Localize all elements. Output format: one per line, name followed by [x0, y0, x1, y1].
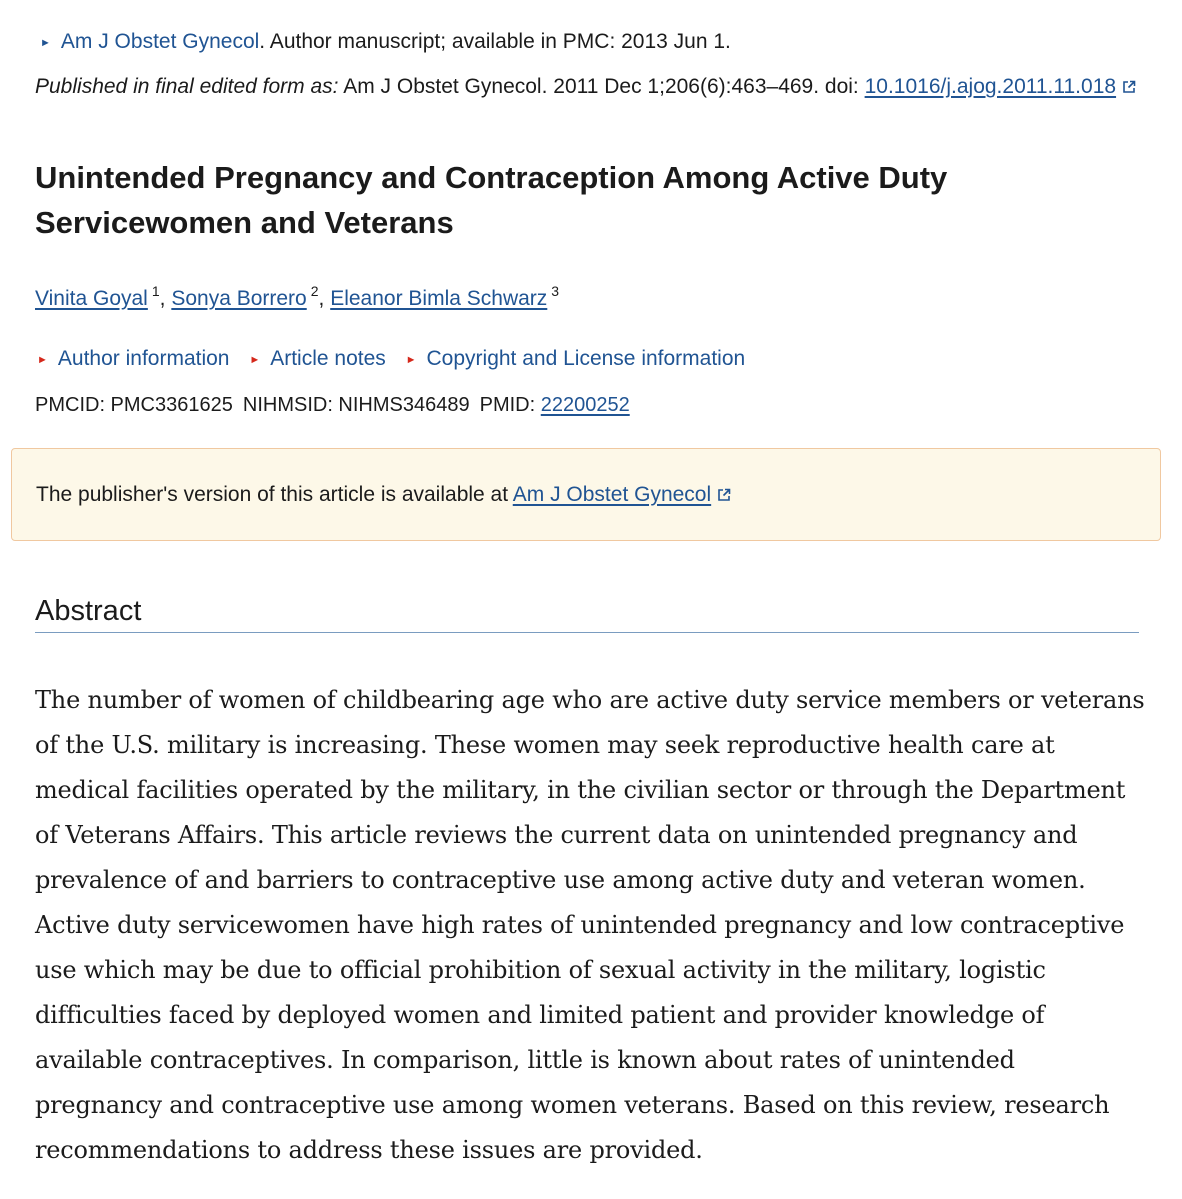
abstract-body: The number of women of childbearing age who are active duty service members or veterans of the U.S. military is increasing. These women may seek reproductive health care at medical facilities operated by the military, in the civilian sector or through the Department of Veterans Affairs. This article reviews the current data on unintended pregnancy and prevalence of and barriers to contraceptive use among active duty and veteran women. Active duty servicewomen have high rates of unintended pregnancy and low contraceptive use which may be due to official prohibition of sexual activity in the military, logistic difficulties faced by deployed women and limited patient and provider knowledge of available contraceptives. In comparison, little is known about rates of unintended pregnancy and contraceptive use among women veterans. Based on this review, research recommendations to address these issues are provided.	[35, 686, 1145, 1164]
section-label[interactable]: Author information	[57, 347, 230, 370]
external-link-icon[interactable]	[717, 488, 731, 502]
triangle-right-icon: ►	[405, 354, 417, 366]
published-ref: Am J Obstet Gynecol. 2011 Dec 1;206(6):463–469. doi:	[338, 75, 865, 98]
pmid-label: PMID:	[479, 394, 541, 416]
journal-line	[40, 28, 731, 57]
article-notes-toggle[interactable]	[249, 345, 385, 374]
author-information-toggle[interactable]	[37, 345, 229, 374]
external-link-icon[interactable]	[1122, 80, 1136, 94]
triangle-right-icon: ►	[37, 354, 48, 366]
abstract-heading: Abstract	[35, 590, 1139, 633]
publisher-link[interactable]: Am J Obstet Gynecol	[512, 483, 712, 506]
article-title: Unintended Pregnancy and Contraception Among Active Duty Servicewomen and Veterans	[35, 160, 948, 240]
notice-text: The publisher's version of this article is available at	[36, 483, 513, 506]
affiliation-number: 2	[310, 283, 319, 299]
author-link[interactable]: Vinita Goyal	[35, 287, 148, 310]
doi-link[interactable]: 10.1016/j.ajog.2011.11.018	[864, 75, 1117, 98]
manuscript-note: . Author manuscript; available in PMC: 2013 Jun 1.	[259, 30, 731, 53]
triangle-right-icon: ►	[249, 354, 261, 366]
section-label[interactable]: Article notes	[270, 347, 386, 370]
author-link[interactable]: Eleanor Bimla Schwarz	[330, 287, 548, 310]
expandable-sections	[37, 345, 759, 374]
publisher-notice	[11, 448, 1161, 541]
copyright-license-toggle[interactable]	[406, 345, 746, 374]
pmcid: PMCID: PMC3361625	[35, 394, 233, 416]
affiliation-number: 1	[151, 283, 160, 299]
nihmsid: NIHMSID: NIHMS346489	[242, 394, 470, 416]
section-label[interactable]: Copyright and License information	[426, 347, 746, 370]
journal-link[interactable]: Am J Obstet Gynecol	[60, 30, 260, 53]
notice-text-line	[36, 481, 731, 509]
published-line	[35, 73, 1136, 101]
triangle-right-icon[interactable]: ►	[40, 37, 51, 49]
author-list: Vinita Goyal $^1$, Sonya Borrero $^2$, Eleanor Bimla Schwarz $^3$	[35, 283, 560, 310]
pmid-link[interactable]: 22200252	[540, 394, 630, 416]
affiliation-number: 3	[551, 283, 560, 299]
author-link[interactable]: Sonya Borrero	[171, 287, 307, 310]
published-label: Published in final edited form as:	[35, 75, 339, 98]
article-ids	[35, 391, 630, 419]
